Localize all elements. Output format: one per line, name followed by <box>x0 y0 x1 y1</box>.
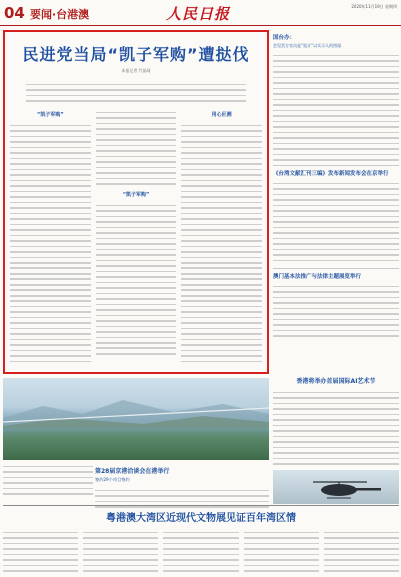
lead-byline: 本报记者 竹晶琦 <box>121 68 151 73</box>
right-story-3[interactable] <box>273 272 399 340</box>
photo-caption <box>3 462 93 500</box>
body-text <box>273 388 399 478</box>
body-text <box>10 121 91 373</box>
body-text <box>181 121 262 373</box>
body-text <box>244 528 319 577</box>
helicopter-icon <box>273 470 399 504</box>
lead-body-columns <box>10 108 262 373</box>
lead-subhead: “凯子军购” <box>37 112 64 118</box>
body-text <box>163 528 238 577</box>
right-story-title[interactable]: 澳门基本法推广与法律主题展览举行 <box>273 274 362 280</box>
bridge-photo[interactable] <box>3 378 269 460</box>
lead-column-3 <box>181 108 262 373</box>
body-text <box>324 528 399 577</box>
divider <box>273 268 399 269</box>
lower-right-story[interactable] <box>273 374 399 504</box>
mountain-graphic <box>3 388 269 428</box>
body-text <box>273 179 399 264</box>
helicopter-photo[interactable] <box>273 470 399 504</box>
right-story-title[interactable]: 国台办： <box>273 35 296 41</box>
bottom-headline[interactable]: 粤港澳大湾区近现代文物展见证百年湾区情 <box>106 513 296 524</box>
right-story-1[interactable] <box>273 33 399 161</box>
body-text <box>96 201 177 371</box>
bottom-body-columns <box>3 528 399 577</box>
lead-headline[interactable]: 民进党当局“凯子军购”遭挞伐 <box>22 45 250 64</box>
section-title: 要闻·台港澳 <box>30 8 90 21</box>
body-text <box>83 528 158 577</box>
middle-story[interactable] <box>95 466 269 510</box>
right-story-subtitle: 会见美方官员是“诡计”以实示人的图谋 <box>273 43 342 48</box>
body-text <box>3 528 78 577</box>
divider <box>273 165 399 166</box>
right-story-title[interactable]: 《台湾文献汇刊三编》发布新闻发布会在京举行 <box>273 171 389 177</box>
lead-story[interactable] <box>3 30 269 374</box>
lead-subhead: “凯子军购” <box>122 192 150 198</box>
body-text <box>96 108 177 188</box>
newspaper-logo: 人民日报 <box>166 5 231 23</box>
body-text <box>273 282 399 340</box>
right-story-2[interactable] <box>273 169 399 264</box>
lead-subhead: 用心叵测 <box>211 112 232 118</box>
lead-column-2 <box>96 108 177 373</box>
masthead <box>0 0 401 26</box>
middle-story-subtitle: 签约29个项目签约 <box>95 477 130 482</box>
middle-story-title[interactable]: 第28届京港洽谈会在港举行 <box>95 468 170 475</box>
right-column <box>273 30 399 370</box>
date-line: 2020年11月19日 星期四 <box>351 4 397 9</box>
body-text <box>273 51 399 161</box>
lead-intro-text <box>26 80 246 104</box>
lower-right-headline[interactable]: 香港将举办首届国际AI艺术节 <box>296 378 376 385</box>
bottom-story[interactable] <box>3 505 399 575</box>
page-number: 04 <box>4 4 25 22</box>
lead-column-1 <box>10 108 91 373</box>
